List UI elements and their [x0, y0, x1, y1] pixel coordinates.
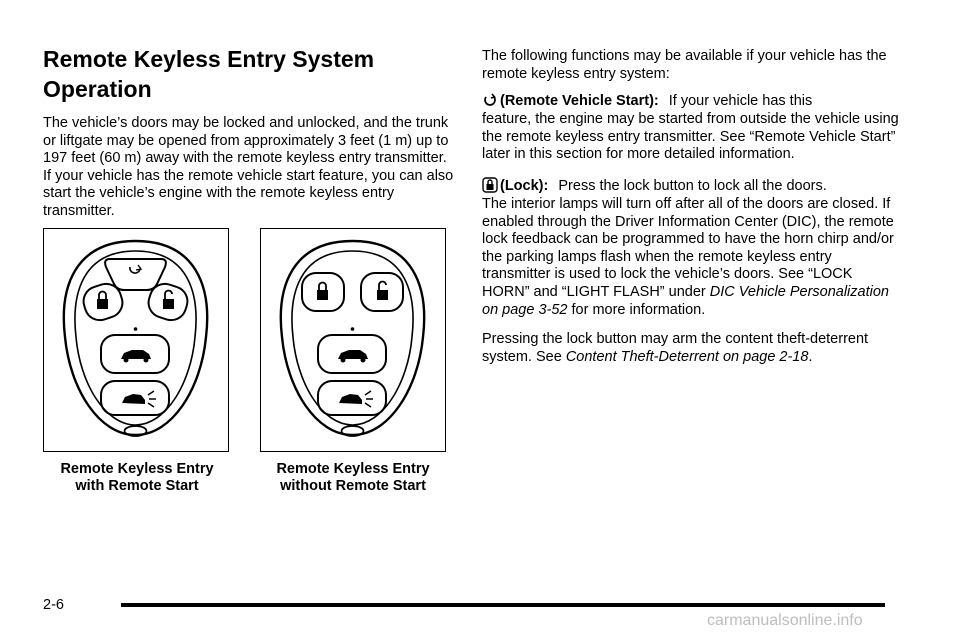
watermark: carmanualsonline.info — [707, 612, 863, 629]
panic-button — [318, 381, 386, 415]
fob-without-remote-start-figure — [260, 228, 446, 452]
theft-deterrent-paragraph: Pressing the lock button may arm the content theft-deterrent system. See Content Theft-Deterrent on page 2-18. — [482, 331, 869, 365]
page-number: 2-6 — [43, 597, 64, 613]
intro-paragraph: The vehicle’s doors may be locked and unlocked, and the trunk or liftgate may be opened from approximately 3 feet (1 m) up to 197 feet (60 m) away with the remote keyless entry transmitter. If your vehicle has the remote vehicle start feature, you can also start the vehicle’s engine with the remote keyless entry transmitter. — [43, 115, 454, 219]
remote-start-term-line — [482, 91, 902, 111]
lock-button — [302, 273, 344, 311]
lock-button — [80, 280, 127, 324]
remote-start-term: (Remote Vehicle Start): — [500, 93, 659, 110]
footer-rule — [121, 603, 885, 607]
figure-caption-without-remote-start: Remote Keyless Entry without Remote Start — [276, 461, 430, 494]
trunk-button — [318, 335, 386, 373]
figure-caption-with-remote-start: Remote Keyless Entry with Remote Start — [60, 461, 214, 494]
lock-first-line: Press the lock button to lock all the doors. — [558, 177, 827, 194]
trunk-button — [101, 335, 169, 373]
functions-column — [482, 48, 902, 374]
dic-personalization-reference: DIC Vehicle Personalization on page 3-52 — [482, 283, 889, 318]
remote-start-first-line: If your vehicle has this — [668, 93, 813, 110]
lock-term: (Lock): — [500, 177, 549, 194]
lock-body: The interior lamps will turn off after all of the doors are closed. If enabled through the Driver Information Center (DIC), the remote lock feedback can be programmed to have the horn chirp and/or the parking lamps flash when the remote keyless entry transmitter is used to lock the vehicle’s doors. See “LOCK HORN” and “LIGHT FLASH” under DIC Vehicle Personalization on page 3-52 for more information. — [482, 195, 894, 318]
theft-deterrent-reference: Content Theft-Deterrent on page 2-18 — [565, 348, 809, 365]
unlock-button — [145, 280, 192, 324]
section-title: Remote Keyless Entry System Operation — [43, 46, 375, 102]
fob-with-remote-start-figure — [43, 228, 229, 452]
unlock-button — [361, 273, 403, 311]
lock-term-line — [482, 176, 902, 196]
lock-icon — [482, 177, 498, 193]
functions-lead: The following functions may be available if your vehicle has the remote keyless entry system: — [482, 48, 887, 82]
panic-button — [101, 381, 169, 415]
remote-start-body: feature, the engine may be started from outside the vehicle using the remote keyless entry transmitter. See “Remote Vehicle Start” later in this section for more detailed information. — [482, 111, 899, 163]
remote-start-icon — [482, 92, 498, 108]
